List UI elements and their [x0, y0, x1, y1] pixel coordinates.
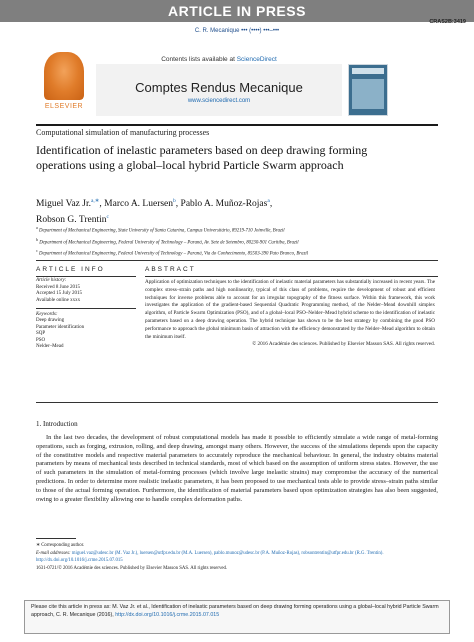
- issn-line: 1631-0721/© 2016 Académie des sciences. Published by Elsevier Masson SAS. All rights reserved.: [36, 565, 228, 571]
- info-heading-divider: [36, 276, 136, 277]
- info-top-divider: [36, 260, 438, 261]
- keywords-label: Keywords:: [36, 311, 58, 317]
- affiliation-item: [36, 247, 436, 259]
- abstract-heading-divider: [145, 276, 438, 277]
- author-affiliation-mark[interactable]: a,∗: [90, 198, 100, 204]
- header-divider: [36, 124, 438, 126]
- introduction-text: In the last two decades, the development of robust computational models has made it possible to efficiently simulate a wide range of metal-forming operations, such as forging, extrusion, rolling, and deep drawing, amongst many others. However, the success of the simulations depends upon the capacity of the constitutive models and respective material parameters to accurately reproduce the mechanical behaviour. In general, the industry obtains material parameters by means of mechanical tests described in technical standards, most of which based on the assumption of uniform stress states. However, the use of such parameters in the simulation of metal-forming processes (which involve large inelastic strains) may compromise the accuracy of the numerical predictions. In order to determine more realistic inelastic parameters, it has been proposed to use mechanical tests able to provide stress–strain paths similar to those of the actual forming operation. Furthermore, the identification of material parameters based upon optimization strategies has also been suggested, owing to a greater flexibility allowing one to handle complex deformation paths.: [36, 434, 438, 503]
- affiliation-item: [36, 224, 436, 236]
- author-affiliation-mark[interactable]: a: [267, 198, 270, 204]
- history-item: Accepted 15 July 2015: [36, 291, 82, 296]
- citation-doi-link[interactable]: http://dx.doi.org/10.1016/j.crme.2015.07.015: [115, 611, 220, 618]
- email-addresses: [36, 550, 438, 558]
- elsevier-tree-icon: [44, 52, 84, 100]
- abstract-copyright: © 2016 Académie des sciences. Published by Elsevier Masson SAS. All rights reserved.: [252, 341, 435, 348]
- abstract: [145, 279, 435, 349]
- abstract-bottom-divider: [36, 402, 438, 403]
- footnotes: [36, 542, 438, 572]
- affiliation-item: [36, 236, 436, 248]
- keyword-item: Parameter identification: [36, 324, 85, 330]
- section-tag: Computational simulation of manufacturing processes: [36, 128, 210, 137]
- doi-link[interactable]: http://dx.doi.org/10.1016/j.crme.2015.07.015: [36, 558, 123, 563]
- journal-title: Comptes Rendus Mecanique: [135, 80, 303, 95]
- sciencedirect-link[interactable]: ScienceDirect: [236, 56, 277, 63]
- affiliation-text: Department of Mechanical Engineering, State University of Santa Catarina, Campus Universitário, 89219-710 Joinville, Brazil: [38, 228, 285, 234]
- author-name[interactable]: Robson G. Trentin: [36, 215, 107, 226]
- citation-text: Please cite this article in press as: M. Vaz Jr. et al., Identification of inelastic parameters based on deep drawing forming operations using a global–local hybrid Particle Swarm approach, C. R. Mecanique (2016),: [31, 604, 439, 618]
- abstract-heading: ABSTRACT: [145, 266, 196, 273]
- abstract-text: Application of optimization techniques to the identification of inelastic material parameters has substantially increased in recent years. The complex stress–strain paths and high nonlinearity, typical of this class of problems, require the development of robust and efficient techniques for inverse problems able to account for an irregular topography of the fitness surface. Within this framework, this work investigates the application of the gradient-based Sequential Quadratic Programming method, of the Nelder–Mead downhill simplex algorithm, of Particle Swarm Optimization (PSO), and of a global–local PSO–Nelder–Mead hybrid scheme to the identification of inelastic parameters based on a deep drawing operation. The hybrid technique has shown to be the best strategy by combining the good PSO performance to approach the global minimum basin of attraction with the efficiency demonstrated by the Nelder–Mead algorithm to obtain the minimum itself.: [145, 279, 435, 340]
- article-info: [36, 278, 136, 351]
- affiliation-text: Department of Mechanical Engineering, Federal University of Technology – Paraná, Av. Sete de Setembro, 80230-901 Curitiba, Brazil: [39, 240, 299, 246]
- corresponding-author-note: ∗ Corresponding author.: [36, 543, 85, 548]
- keyword-item: PSO: [36, 337, 46, 343]
- history-item: Received 8 June 2015: [36, 284, 81, 290]
- affiliation-mark: b: [36, 236, 38, 242]
- author-affiliation-mark[interactable]: b: [173, 198, 176, 204]
- affiliations: [36, 224, 436, 259]
- footnote-divider: [36, 538, 76, 539]
- email-label: E-mail addresses:: [36, 550, 72, 556]
- keywords-divider: [36, 308, 136, 309]
- history-item: Available online xxxx: [36, 297, 81, 303]
- contents-prefix: Contents lists available at: [161, 56, 237, 63]
- journal-title-box: [96, 64, 342, 116]
- affiliation-mark: c: [36, 248, 38, 254]
- article-code: CRAS2B:3419: [429, 19, 466, 25]
- keyword-item: SQP: [36, 331, 46, 337]
- article-info-heading: ARTICLE INFO: [36, 266, 105, 273]
- author-name[interactable]: Miguel Vaz Jr.: [36, 199, 91, 210]
- citation-box: [24, 600, 450, 634]
- journal-header: [36, 50, 436, 122]
- elsevier-logo-text: ELSEVIER: [44, 103, 84, 110]
- journal-url-link[interactable]: www.sciencedirect.com: [187, 98, 251, 104]
- author-name[interactable]: Marco A. Luersen: [104, 199, 174, 210]
- journal-cover-image: [348, 64, 388, 116]
- article-in-press-banner: ARTICLE IN PRESS: [0, 0, 474, 22]
- affiliation-mark: a: [36, 225, 38, 230]
- keyword-item: Nelder–Mead: [36, 344, 64, 350]
- keyword-item: Deep drawing: [36, 318, 65, 324]
- contents-line: [96, 56, 342, 63]
- paper-title: Identification of inelastic parameters based on deep drawing forming operations using a global–local hybrid Particle Swarm approach: [36, 143, 368, 172]
- running-head: C. R. Mecanique ••• (••••) •••–•••: [194, 28, 280, 34]
- elsevier-logo: [36, 52, 92, 114]
- author-list: Miguel Vaz Jr.$^{a,∗}$, Marco A. Luersen$^b$, Pablo A. Muñoz-Rojas$^a$, Robson G. Trentin$^c$: [36, 198, 273, 226]
- affiliation-text: Department of Mechanical Engineering, Federal University of Technology – Paraná, Via do Conhecimento, 85503-390 Pato Branco, Brazil: [38, 251, 309, 257]
- section-heading-introduction: 1. Introduction: [36, 420, 78, 428]
- email-links[interactable]: miguel.vaz@udesc.br (M. Vaz Jr.), luersen@utfpr.edu.br (M.A. Luersen), pablo.munoz@udesc.br (P.A. Muñoz-Rojas), robsontrentin@utfpr.edu.br (R.G. Trentin).: [71, 550, 384, 556]
- author-affiliation-mark[interactable]: c: [106, 214, 109, 221]
- history-label: Article history:: [36, 278, 67, 283]
- author-name[interactable]: Pablo A. Muñoz-Rojas: [180, 199, 268, 210]
